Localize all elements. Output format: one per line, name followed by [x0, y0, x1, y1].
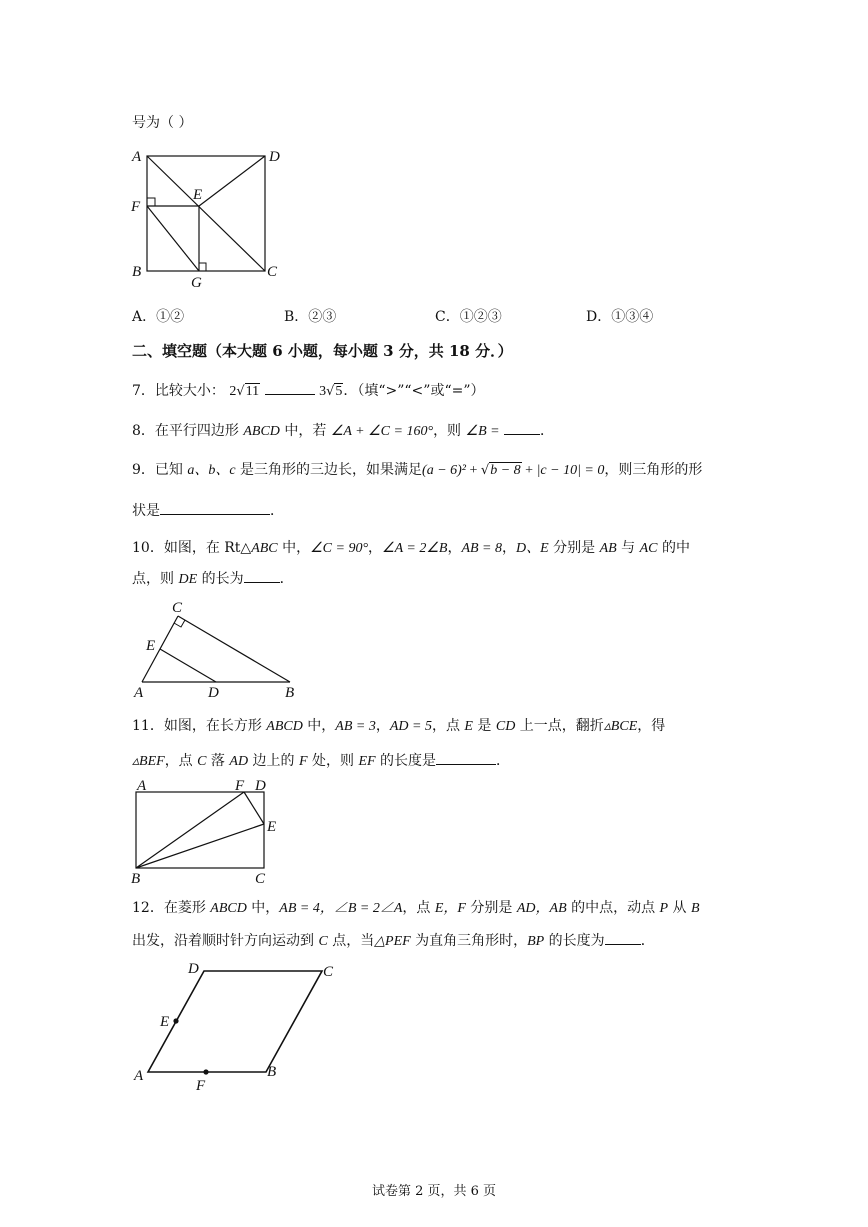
triangle-figure — [128, 596, 308, 702]
q11-C: C — [197, 754, 207, 769]
q10-text-b: 中， — [277, 540, 311, 556]
q11-AD: AD — [229, 754, 249, 769]
q9-plus1: + — [466, 463, 481, 478]
label-c: C — [255, 871, 266, 887]
label-d: D — [269, 149, 280, 165]
q10-ab: AB — [599, 541, 617, 556]
question-9: 9．已知 a、b、c 是三角形的三边长，如果满足(a − 6)² + √b − 8 + |c − 10| = 0，则三角形的形 — [132, 462, 703, 478]
question-12-line2 — [132, 930, 655, 952]
q7-tail: ．（填“>”“<”或“=”） — [343, 383, 485, 399]
q12-B: B — [691, 901, 700, 916]
q10-text-d: ， — [447, 540, 462, 556]
q11-text-f: 上一点，翻折 — [515, 718, 604, 734]
q11-EF: EF — [358, 754, 376, 769]
label-a: A — [134, 685, 144, 701]
label-b: B — [285, 685, 295, 701]
label-b: B — [131, 871, 141, 887]
q11-line2g: ． — [496, 753, 510, 769]
q12-text-c: ，点 — [402, 900, 435, 916]
q12-e1: AB = 4，∠B = 2∠A — [279, 901, 403, 916]
q12-abcd: ABCD — [210, 901, 247, 916]
label-f: F — [235, 778, 245, 794]
q12-P: P — [659, 901, 669, 916]
label-d: D — [188, 961, 199, 977]
q11-text-b: 中， — [302, 718, 336, 734]
q12-text-d: 分别是 — [465, 900, 517, 916]
q12-C: C — [318, 934, 328, 949]
q9-expr1: (a − 6)² — [422, 463, 466, 478]
q9-text-b: 是三角形的三边长，如果满足 — [235, 462, 423, 478]
q12-line2c: 为直角三角形时， — [410, 933, 528, 949]
question-11-line2 — [132, 750, 510, 772]
q10-ac: AC — [639, 541, 658, 556]
q9-text-c: ，则三角形的形 — [604, 462, 703, 478]
label-e: E — [193, 187, 203, 203]
q11-CD: CD — [495, 719, 516, 734]
option-c[interactable]: C．①②③ — [435, 309, 502, 325]
option-a[interactable]: A．①② — [132, 309, 185, 325]
label-b: B — [132, 264, 142, 280]
option-d[interactable]: D．①③④ — [586, 309, 654, 325]
q10-abc: ABC — [251, 541, 278, 556]
q12-text-b: 中， — [246, 900, 280, 916]
section-heading: 二、填空题（本大题 6 小题，每小题 3 分，共 18 分．） — [132, 342, 513, 360]
q10-de: D、E — [516, 541, 549, 556]
q10-line2de: DE — [178, 572, 198, 587]
q11-abcd: ABCD — [266, 719, 303, 734]
q10-text-a: 10．如图，在 Rt△ — [132, 540, 252, 556]
label-b: B — [267, 1064, 277, 1080]
label-d: D — [208, 685, 219, 701]
label-c: C — [267, 264, 278, 280]
q11-e2: AD = 5 — [389, 719, 432, 734]
q12-text-e: 的中点，动点 — [566, 900, 660, 916]
q7-coef2: 3 — [319, 384, 327, 399]
q12-tri: △PEF — [374, 934, 411, 949]
q10-answer-blank[interactable] — [244, 568, 280, 583]
q12-line2d: 的长度为 — [544, 933, 605, 949]
question-7: 7．比较大小： 2√11 3√5．（填“>”“<”或“=”） — [132, 380, 485, 402]
label-e: E — [267, 819, 277, 835]
rectangle-figure — [128, 776, 288, 888]
q10-line2c: ． — [279, 571, 294, 587]
q9-line2-end: ． — [270, 503, 284, 519]
q12-bp: BP — [527, 934, 545, 949]
q9-vars: a、b、c — [187, 463, 236, 478]
q7-text: 7．比较大小： — [132, 383, 225, 399]
q10-e1: ∠C = 90° — [310, 541, 369, 556]
question-10-line2 — [132, 568, 294, 590]
q11-line2f: 的长度是 — [375, 753, 436, 769]
q11-text-a: 11．如图，在长方形 — [132, 718, 267, 734]
q10-text-g: 与 — [616, 540, 640, 556]
q9-expr2: |c − 10| = 0 — [536, 463, 605, 478]
rhombus-figure — [128, 958, 348, 1098]
q11-F: F — [298, 754, 308, 769]
q8-expr2: ∠B = — [465, 424, 500, 439]
question-10 — [132, 538, 690, 559]
label-e: E — [160, 1014, 170, 1030]
question-11 — [132, 716, 665, 737]
q8-text-d: ． — [540, 423, 555, 439]
label-f: F — [131, 199, 141, 215]
label-a: A — [134, 1068, 144, 1084]
q12-ef: E，F — [434, 901, 466, 916]
label-g: G — [191, 275, 202, 291]
q11-line2c: 落 — [206, 753, 230, 769]
q11-text-g: ，得 — [637, 718, 666, 734]
q10-text-e: ， — [502, 540, 517, 556]
q12-text-a: 12．在菱形 — [132, 900, 211, 916]
label-a: A — [137, 778, 147, 794]
q9-radicand: b − 8 — [490, 463, 521, 478]
label-e: E — [146, 638, 156, 654]
question-12 — [132, 898, 700, 919]
q9-line2: 状是 — [132, 503, 160, 519]
q12-text-f: 从 — [668, 900, 691, 916]
q11-line2d: 边上的 — [248, 753, 299, 769]
q7-radicand2: 5 — [335, 384, 343, 399]
question-8 — [132, 420, 554, 442]
label-d: D — [255, 778, 266, 794]
q7-answer-blank[interactable] — [265, 380, 315, 395]
q10-line2a: 点，则 — [132, 571, 179, 587]
q11-text-d: ，点 — [431, 718, 465, 734]
q8-text-b: 中，若 — [279, 423, 331, 439]
q8-text-c: ，则 — [433, 423, 466, 439]
q8-abcd: ABCD — [243, 424, 280, 439]
square-figure — [128, 145, 288, 290]
q10-text-f: 分别是 — [548, 540, 600, 556]
q8-answer-blank[interactable] — [504, 420, 540, 435]
q8-text-a: 8．在平行四边形 — [132, 423, 244, 439]
q11-text-e: 是 — [472, 718, 496, 734]
q11-line2a: ▵BEF — [132, 754, 165, 769]
q9-answer-blank[interactable] — [160, 500, 270, 515]
q11-text-c: ， — [375, 718, 390, 734]
option-b[interactable]: B．②③ — [284, 309, 337, 325]
question-9-line2 — [132, 500, 284, 521]
q10-e2: ∠A = 2∠B — [382, 541, 448, 556]
page-footer: 试卷第 2 页，共 6 页 — [371, 1184, 497, 1199]
q12-line2e: ． — [640, 933, 655, 949]
q12-line2b: 点，当 — [327, 933, 375, 949]
q10-e3: AB = 8 — [461, 541, 503, 556]
q9-text-a: 9．已知 — [132, 462, 188, 478]
q10-text-h: 的中 — [657, 540, 690, 556]
label-c: C — [172, 600, 183, 616]
q8-expr: ∠A + ∠C = 160° — [330, 424, 434, 439]
q9-plus2: + — [521, 463, 537, 478]
q11-line2e: 处，则 — [307, 753, 359, 769]
q11-tri: ▵BCE — [603, 719, 638, 734]
q11-e1: AB = 3 — [335, 719, 376, 734]
q12-line2a: 出发，沿着顺时针方向运动到 — [132, 933, 319, 949]
q7-radicand1: 11 — [245, 384, 260, 399]
q10-text-c: ， — [368, 540, 383, 556]
label-a: A — [132, 149, 142, 165]
label-c: C — [323, 964, 334, 980]
q10-line2b: 的长为 — [197, 571, 244, 587]
q11-answer-blank[interactable] — [436, 750, 496, 765]
q7-coef1: 2 — [229, 384, 237, 399]
q12-ad: AD，AB — [516, 901, 567, 916]
q11-line2b: ，点 — [164, 753, 198, 769]
q11-E: E — [464, 719, 473, 734]
q12-answer-blank[interactable] — [605, 930, 641, 945]
question-tail-text: 号为（ ） — [132, 115, 193, 131]
label-f: F — [196, 1078, 206, 1094]
